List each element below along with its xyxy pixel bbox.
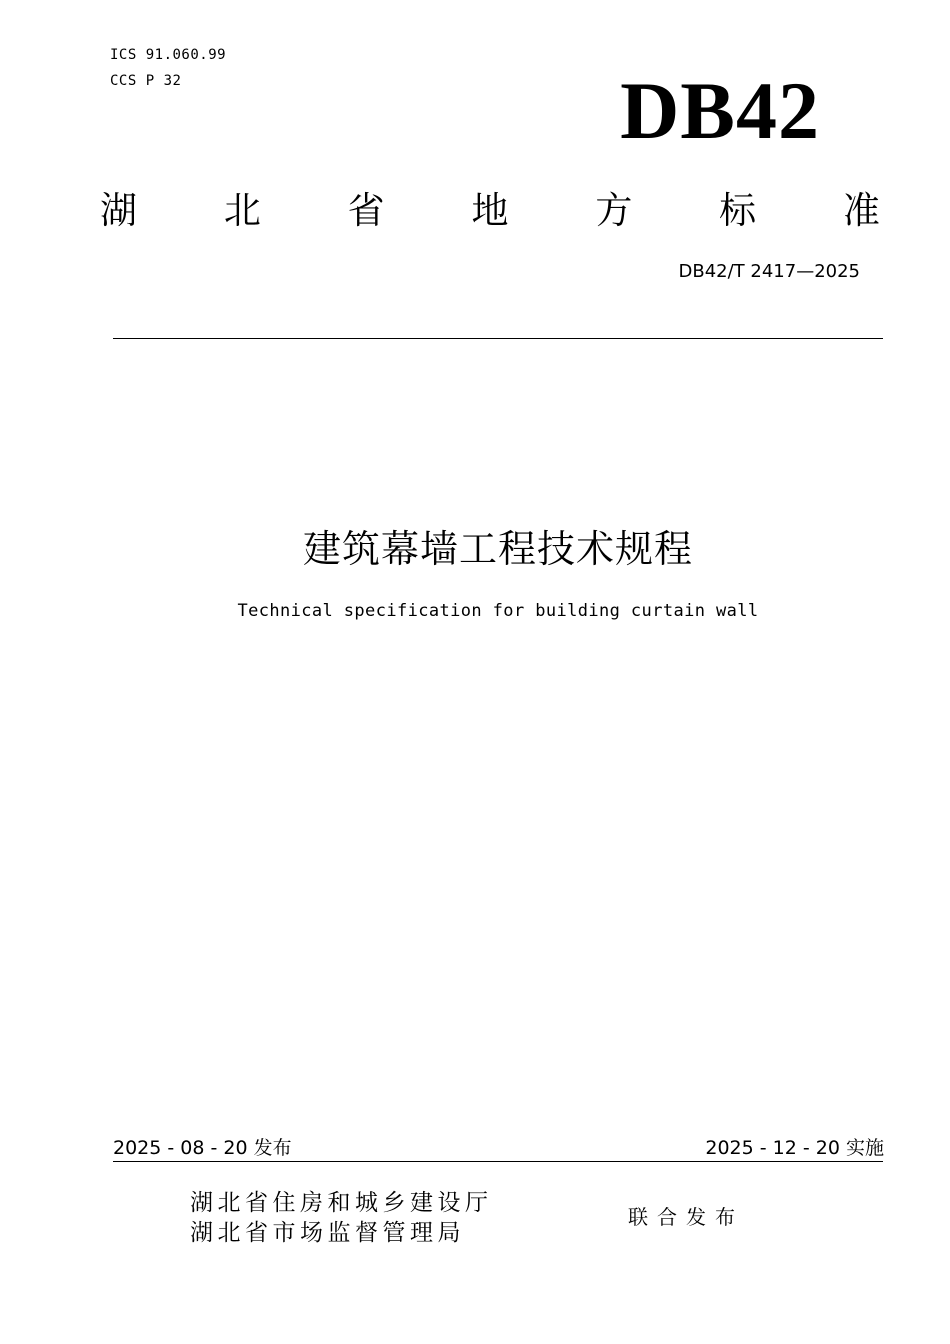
standard-title-char: 北 xyxy=(223,189,261,232)
db42-logo: DB42 xyxy=(620,65,820,156)
top-divider xyxy=(113,338,883,339)
standard-category-title xyxy=(100,184,880,230)
standard-title-char: 方 xyxy=(595,189,633,232)
issuer-market-regulation: 湖北省市场监督管理局 xyxy=(190,1220,465,1246)
standard-title-char: 地 xyxy=(471,189,509,232)
ics-code: ICS 91.060.99 xyxy=(110,47,227,63)
document-title-cn: 建筑幕墙工程技术规程 xyxy=(302,527,693,571)
issuer-housing-dept: 湖北省住房和城乡建设厅 xyxy=(190,1190,493,1216)
standard-title-char: 省 xyxy=(347,189,385,232)
bottom-divider xyxy=(113,1161,883,1162)
issue-date: 2025 - 08 - 20 发布 xyxy=(113,1137,292,1159)
standard-title-char: 湖 xyxy=(100,189,137,232)
ccs-code: CCS P 32 xyxy=(110,73,182,89)
implementation-date: 2025 - 12 - 20 实施 xyxy=(705,1137,884,1159)
document-title-en: Technical specification for building curtain wall xyxy=(237,601,759,621)
joint-release-label: 联合发布 xyxy=(628,1205,744,1229)
standard-number: DB42/T 2417—2025 xyxy=(678,261,860,282)
standard-title-char: 准 xyxy=(842,189,880,232)
standard-title-char: 标 xyxy=(719,189,757,232)
